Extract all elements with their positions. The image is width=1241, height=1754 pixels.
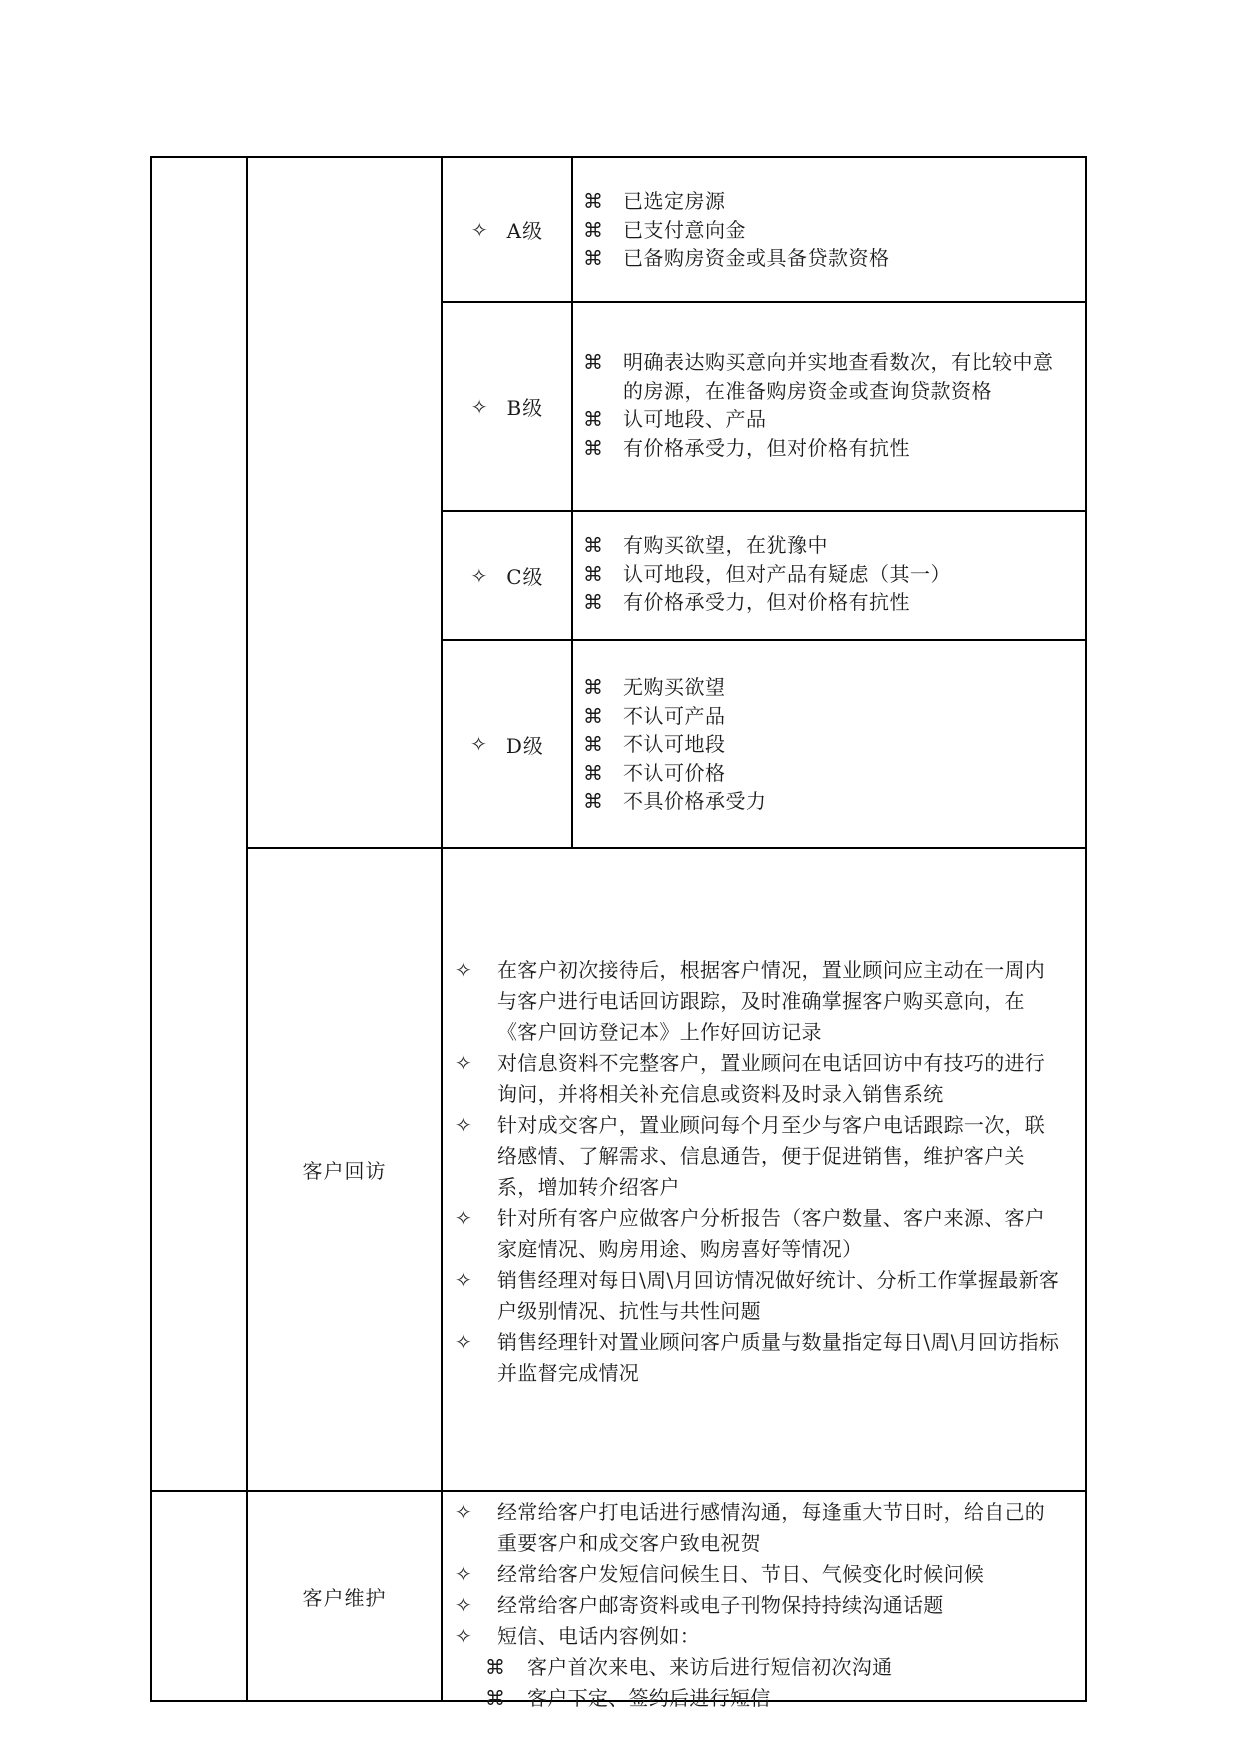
command-icon: ⌘: [485, 1686, 505, 1710]
list-item: ✧ 在客户初次接待后，根据客户情况，置业顾问应主动在一周内与客户进行电话回访跟踪，及时准确掌握客户购买意向，在《客户回访登记本》上作好回访记录: [455, 955, 1065, 1048]
command-icon: ⌘: [583, 732, 603, 756]
diamond-star-icon: ✧: [455, 1051, 472, 1075]
list-item: ⌘ 无购买欲望: [583, 673, 1073, 702]
diamond-star-icon: ✧: [455, 1330, 472, 1354]
command-icon: ⌘: [583, 561, 603, 586]
diamond-star-icon: ✧: [455, 1206, 472, 1230]
list-item: ✧ 销售经理针对置业顾问客户质量与数量指定每日\周\月回访指标并监督完成情况: [455, 1327, 1065, 1389]
grade-c-label: C级: [506, 565, 544, 589]
grade-a-label: A级: [506, 219, 544, 243]
command-icon: ⌘: [485, 1655, 505, 1679]
list-item: ⌘ 认可地段，但对产品有疑虑（其一）: [583, 560, 1073, 589]
list-item: ✧ 对信息资料不完整客户，置业顾问在电话回访中有技巧的进行询问，并将相关补充信息或资料及时录入销售系统: [455, 1048, 1065, 1110]
diamond-star-icon: ✧: [455, 1113, 472, 1137]
grade-a-cell: [443, 158, 571, 301]
grade-d-criteria: [583, 673, 1073, 816]
command-icon: ⌘: [583, 407, 603, 431]
command-icon: ⌘: [583, 189, 603, 213]
diamond-star-icon: ✧: [455, 958, 472, 982]
grade-b-cell: [443, 303, 571, 510]
list-item: ⌘ 不具价格承受力: [583, 787, 1073, 816]
grade-d-label: D级: [505, 733, 544, 758]
maintenance-list: [455, 1497, 1065, 1714]
grade-c-criteria: [583, 531, 1073, 617]
diamond-star-icon: ✧: [470, 563, 489, 588]
list-item: ✧ 短信、电话内容例如：: [455, 1621, 1065, 1652]
grade-c-cell: [443, 512, 571, 639]
list-item: ✧ 针对成交客户，置业顾问每个月至少与客户电话跟踪一次，联络感情、了解需求、信息通告，便于促进销售，维护客户关系，增加转介绍客户: [455, 1110, 1065, 1203]
list-item: ✧ 经常给客户邮寄资料或电子刊物保持持续沟通话题: [455, 1590, 1065, 1621]
list-item: ⌘ 客户下定、签约后进行短信: [455, 1683, 1065, 1714]
command-icon: ⌘: [583, 246, 603, 270]
command-icon: ⌘: [583, 533, 603, 557]
table-left-border: [150, 156, 152, 1702]
list-item: ⌘ 有价格承受力，但对价格有抗性: [583, 434, 1065, 463]
diamond-star-icon: ✧: [470, 732, 488, 756]
list-item: ⌘ 不认可地段: [583, 730, 1073, 759]
list-item: ✧ 针对所有客户应做客户分析报告（客户数量、客户来源、客户家庭情况、购房用途、购房喜好等情况）: [455, 1203, 1065, 1265]
list-item: ⌘ 已备购房资金或具备贷款资格: [583, 244, 1073, 273]
list-item: ⌘ 已选定房源: [583, 187, 1073, 216]
list-item: ⌘ 有购买欲望，在犹豫中: [583, 531, 1073, 560]
command-icon: ⌘: [583, 435, 603, 460]
command-icon: ⌘: [583, 350, 603, 374]
diamond-star-icon: ✧: [455, 1268, 472, 1292]
column-divider-3: [571, 156, 573, 849]
diamond-star-icon: ✧: [455, 1562, 472, 1586]
followup-title: 客户回访: [302, 1159, 387, 1183]
diamond-star-icon: ✧: [455, 1593, 472, 1617]
followup-title-cell: [248, 849, 441, 1490]
diamond-star-icon: ✧: [470, 217, 489, 242]
diamond-star-icon: ✧: [455, 1500, 472, 1524]
diamond-star-icon: ✧: [470, 394, 489, 419]
diamond-star-icon: ✧: [455, 1624, 472, 1648]
list-item: ⌘ 已支付意向金: [583, 216, 1073, 245]
list-item: ⌘ 明确表达购买意向并实地查看数次，有比较中意的房源，在准备购房资金或查询贷款资格: [583, 350, 1054, 403]
list-item: ✧ 经常给客户发短信问候生日、节日、气候变化时候问候: [455, 1559, 1065, 1590]
table-right-border: [1085, 156, 1087, 1702]
grade-d-cell: [443, 641, 571, 847]
grade-b-label: B级: [506, 396, 544, 420]
command-icon: ⌘: [583, 789, 603, 813]
command-icon: ⌘: [583, 703, 603, 728]
list-item: ⌘ 认可地段、产品: [583, 405, 1065, 434]
command-icon: ⌘: [583, 760, 603, 785]
list-item: ⌘ 不认可产品: [583, 702, 1073, 731]
command-icon: ⌘: [583, 217, 603, 242]
list-item: ⌘ 客户首次来电、来访后进行短信初次沟通: [455, 1652, 1065, 1683]
maintenance-title-cell: [248, 1492, 441, 1700]
grade-b-criteria: [583, 348, 1065, 462]
list-item: ✧ 经常给客户打电话进行感情沟通，每逢重大节日时，给自己的重要客户和成交客户致电祝贺: [455, 1497, 1065, 1559]
maintenance-title: 客户维护: [302, 1585, 387, 1610]
table-top-border: [150, 156, 1087, 158]
followup-list: [455, 955, 1065, 1389]
command-icon: ⌘: [583, 590, 603, 614]
list-item: ⌘ 不认可价格: [583, 759, 1073, 788]
grade-a-criteria: [583, 187, 1073, 273]
list-item: ⌘ 有价格承受力，但对价格有抗性: [583, 588, 1073, 617]
command-icon: ⌘: [583, 675, 603, 699]
list-item: ✧ 销售经理对每日\周\月回访情况做好统计、分析工作掌握最新客户级别情况、抗性与共性问题: [455, 1265, 1065, 1327]
